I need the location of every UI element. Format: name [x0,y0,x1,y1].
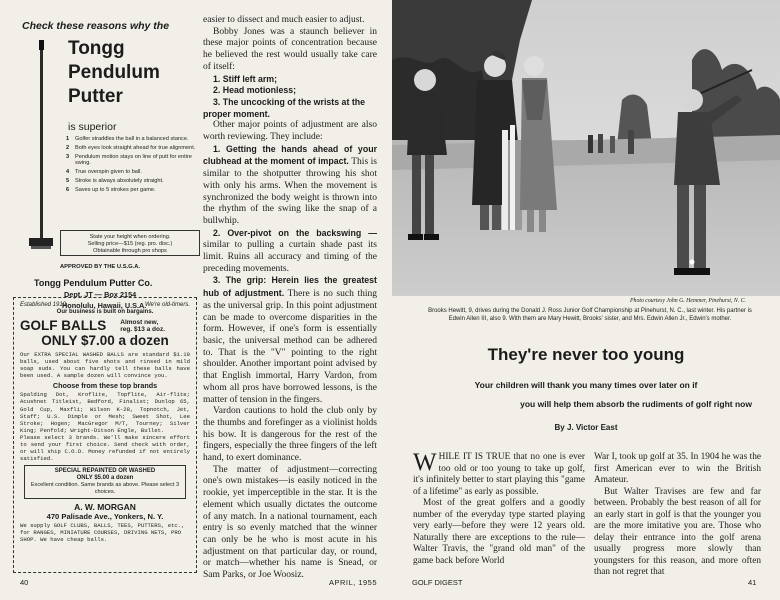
regular-price: reg. $13 a doz. [120,326,166,333]
paragraph: Bobby Jones was a staunch believer in these major points of concentration because he believed the rest would usually take care of itself: [203,26,377,72]
paragraph: 3. The grip: Herein lies the greatest hub of adjustment. There is no such thing as the universal grip. In this point adjustment can be made to overcome disparities in the form. However, if one's form is essentially basic, the universal method can be adhered to. That is the "V" pointing to the right shoulder. Another important point advised by that English immortal, Harry Vardon, from whom all pros have borrowed lessons, is the matter of tension in the fingers. [203,275,377,405]
paragraph: Vardon cautions to hold the club only by the thumbs and forefinger as a violinist holds his bow. It is dangerous for the rest of the fingers, especially the three fingers of the left hand, to exert dominance. [203,406,377,464]
list-item: 6 Saves up to 5 strokes per game. [66,186,156,193]
morgan-golf-balls-ad [13,297,197,573]
byline: By J. Victor East [554,423,618,432]
ad-headline: Check these reasons why the [22,20,170,32]
article-column-a [413,449,585,567]
reputation-text: Our business is built on bargains. [56,309,154,315]
article-subtitle-line2: you will help them absorb the rudiments of golf right now [520,399,752,409]
magazine-name: GOLF DIGEST [412,578,463,587]
paragraph: War I, took up golf at 35. In 1904 he was the first American ever to win the British Amateur. [594,452,761,486]
list-item: 3 Pendulum motion stays on line of putt for entire swing. [66,153,192,167]
point-heading: 1. Stiff left arm; [213,73,278,84]
usga-approval: APPROVED BY THE U.S.G.A. [60,264,141,270]
morgan-name: A. W. MORGAN [74,502,136,513]
golf-balls-heading: GOLF BALLS [20,318,107,333]
paragraph: Most of the great golfers and a goodly number of the everyday type started playing very early—before they were 12 years old. Naturally there are exceptions to the rule—Walter Travis, the "grand old man" of the game back before World [413,498,585,566]
supply-text: We supply GOLF CLUBS, BALLS, TEES, PUTTERS, etc., for RANGES, MINIATURE COURSES, DRIVING NETS, PRO SHOP. We have cheap balls. [20,522,185,544]
brand-pendulum: Pendulum [68,62,160,83]
lead-paragraph: WHILE IT IS TRUE that no one is ever too old or too young to take up golf, it's infinitely better to start playing this "game of a lifetime" as early as possible. [413,449,585,497]
point-heading: 3. The uncocking of the wrists at the proper moment. [203,96,366,119]
putter-illustration [28,40,54,266]
ad-body-text: Our EXTRA SPECIAL WASHED BALLS are standard $1.10 balls, used about five shots and rinsed in mild soap suds. You can hardly tell these balls have been used. A sample dozen will convince you. [20,351,190,380]
superior-text: is superior [68,121,117,133]
company-address: Tongg Pendulum Putter Co. Dept. JT — Box 2154 Honolulu, Hawaii, U.S.A. [34,278,153,310]
article-column-b [594,452,761,579]
list-item: 5 Stroke is always absolutely straight. [66,177,164,184]
repainted-offer-box: SPECIAL REPAINTED OR WASHED ONLY $5.00 a dozen Excellent condition. Same brands as above. Please select 3 choices. [24,465,186,499]
paragraph: 1. Getting the hands ahead of your clubhead at the moment of impact. This is similar to the shotputter throwing his shot with only his arms. When the movement is synchronized the body weight is thrown into the rhythm of the swing like the snap of a bullwhip. [203,143,377,226]
junior-golf-photo [392,0,780,296]
sale-price: ONLY $7.00 a dozen [41,333,169,348]
order-instructions: Please select 3 brands. We'll make sincere effort to send your first choice. Send check with order, or will ship C.O.D. Money refunded if not entirely satisfied. [20,433,190,463]
photo-caption: Brooks Hewitt, 9, drives during the Donald J. Ross Junior Golf Championship at Pinehurst, N. C., last winter. His partner is Edwin Allen III, also 9. With them are Mary Hewitt, Brooks' sister, and Mrs. Edwin Allen Jr., Edwin's mother. [428,308,752,322]
list-item: 4 True overspin given to ball. [66,169,142,176]
page-number-right: 41 [748,578,757,587]
reasons-list [66,136,198,196]
issue-date: APRIL, 1955 [329,578,378,587]
article-subtitle-line1: Your children will thank you many times over later on if [474,380,698,390]
article-column-left [203,15,377,582]
brand-putter: Putter [68,86,123,107]
paragraph: Other major points of adjustment are also worth reviewing. They include: [203,120,377,143]
order-info-box: State your height when ordering. Selling price—$15 (reg. pro. disc.) Obtainable through pro shops [60,230,200,256]
paragraph: The matter of adjustment—correcting one's own mistakes—is easily noticed in the rookie, yet imperceptible in the star. It is the element which usually dictates the outcome of any match. In a national tournament, each entry is so evenly matched that the winner can only be he who is most acute in his adjustment on that particular day, or round, or match—whether his name is Snead, or Sam Parks, or Joe Woosiz. [203,464,377,581]
established-text: Established 1919. [20,302,68,308]
page-number-left: 40 [20,578,29,587]
list-item: 2 Both eyes look straight ahead for true alignment. [66,144,196,151]
brands-list: Spalding Dot, Kroflite, Topflite, Air-flite; Acushnet Titleist, Bedford, Finalist; Dunlop 65, Gold Cup, Maxfli; Wilson K-28, Topnotch, Jet, Staff; U.S. Dimple or Mesh; Sweet Shot, Lee Stroke; Hogen; MacGregor M/T, Tourney; Silver King; Penfold; Wright-Ditson Engle, Bullet. [20,391,190,434]
old-timers-text: We're old-timers. [144,302,190,308]
morgan-address: 470 Palisade Ave., Yonkers, N. Y. [46,512,164,522]
photo-credit: Photo courtesy John G. Hemmer, Pinehurst, N. C. [630,298,746,304]
paragraph: But Walter Travises are few and far between. Probably the best reason of all for an early start in golf is that the younger you are the more imitative you are. Those who delay their entrance into the golf arena usually progress more slowly than youngsters for this reason, and more often than not regret that [594,486,761,578]
choose-brands-heading: Choose from these top brands [52,381,158,391]
list-item: 1 Golfer straddles the ball in a balanced stance. [66,136,189,142]
almost-new-text: Almost new, [120,319,159,326]
brand-tongg: Tongg [68,38,125,59]
paragraph: easier to dissect and much easier to adjust. [203,15,365,25]
drop-cap: W [413,449,437,476]
article-title: They're never too young [487,345,685,364]
point-heading: 2. Head motionless; [213,85,297,96]
paragraph: 2. Over-pivot on the backswing — similar to pulling a curtain shade past its limit. Ruins all accuracy and timing of the preceding movements. [203,227,377,274]
